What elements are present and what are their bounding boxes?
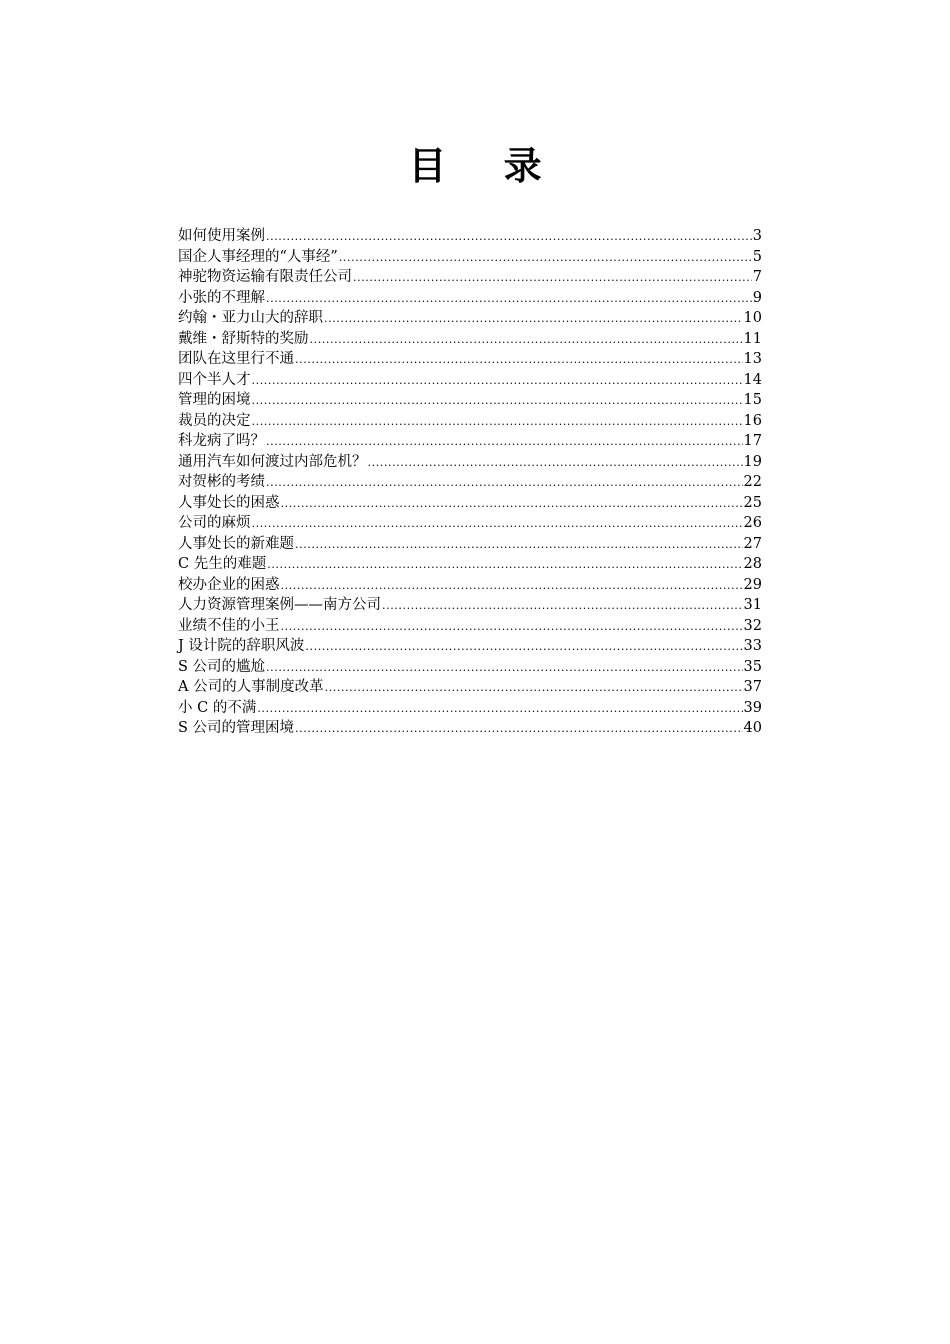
toc-entry-page: 28 [743, 556, 762, 572]
toc-entry[interactable] [178, 493, 762, 514]
toc-entry-page: 29 [743, 576, 762, 593]
toc-entry-label: S 公司的尴尬 [178, 658, 266, 675]
toc-entry[interactable] [178, 267, 762, 288]
toc-entry[interactable] [178, 349, 762, 370]
toc-entry[interactable] [178, 431, 762, 452]
toc-entry[interactable] [178, 575, 762, 596]
toc-entry[interactable] [178, 698, 762, 719]
toc-list [178, 226, 762, 739]
toc-dot-leader [281, 576, 743, 597]
toc-dot-leader [382, 596, 743, 617]
toc-entry-page: 11 [743, 330, 762, 347]
toc-entry-label: 对贺彬的考绩 [178, 474, 265, 490]
toc-entry-label: 通用汽车如何渡过内部危机？ [178, 453, 367, 470]
toc-entry[interactable] [178, 247, 762, 268]
toc-entry-page: 25 [743, 494, 762, 511]
toc-dot-leader [295, 719, 743, 740]
toc-entry-page: 31 [743, 597, 762, 613]
toc-entry-page: 35 [743, 658, 762, 675]
toc-entry[interactable] [178, 718, 762, 739]
toc-entry-label: 戴维・舒斯特的奖励 [178, 330, 309, 347]
toc-dot-leader [252, 514, 743, 535]
toc-entry-label: 人事处长的困惑 [178, 494, 280, 511]
toc-entry-label: 小张的不理解 [178, 289, 265, 306]
toc-entry-label: 人事处长的新难题 [178, 535, 294, 552]
toc-dot-leader [295, 535, 743, 556]
toc-entry[interactable] [178, 329, 762, 350]
toc-dot-leader [252, 391, 743, 412]
toc-entry-page: 10 [743, 310, 762, 326]
toc-entry-label: 团队在这里行不通 [178, 351, 294, 367]
toc-entry[interactable] [178, 677, 762, 698]
toc-entry-label: 管理的困境 [178, 392, 251, 408]
toc-entry-label: A 公司的人事制度改革 [178, 679, 324, 695]
toc-entry-page: 40 [743, 720, 762, 736]
toc-dot-leader [252, 412, 743, 433]
toc-entry-label: 裁员的决定 [178, 412, 251, 429]
toc-dot-leader [266, 473, 743, 494]
toc-dot-leader [295, 350, 743, 371]
toc-dot-leader [368, 453, 743, 474]
toc-entry-label: 校办企业的困惑 [178, 576, 280, 593]
toc-entry[interactable] [178, 554, 762, 575]
toc-entry-page: 26 [743, 515, 762, 531]
toc-entry-page: 5 [752, 248, 762, 265]
toc-entry[interactable] [178, 595, 762, 616]
toc-dot-leader [281, 617, 743, 638]
toc-dot-leader [339, 248, 752, 269]
toc-entry-label: J 设计院的辞职风波 [178, 638, 305, 654]
toc-entry[interactable] [178, 390, 762, 411]
toc-entry-page: 7 [752, 269, 762, 285]
toc-dot-leader [310, 330, 743, 351]
toc-entry-label: 国企人事经理的“人事经” [178, 248, 338, 265]
toc-entry[interactable] [178, 636, 762, 657]
toc-dot-leader [353, 268, 752, 289]
toc-entry-label: 公司的麻烦 [178, 515, 251, 531]
toc-entry-label: 人力资源管理案例——南方公司 [178, 597, 381, 613]
toc-dot-leader [267, 555, 742, 576]
toc-entry-page: 32 [743, 617, 762, 634]
toc-dot-leader [266, 658, 743, 679]
toc-entry[interactable] [178, 472, 762, 493]
toc-dot-leader [266, 432, 743, 453]
toc-entry[interactable] [178, 308, 762, 329]
toc-entry-page: 37 [743, 679, 762, 695]
toc-entry-label: 约翰・亚力山大的辞职 [178, 310, 323, 326]
toc-entry[interactable] [178, 226, 762, 247]
toc-entry-label: C 先生的难题 [178, 556, 267, 572]
toc-entry-label: 业绩不佳的小王 [178, 617, 280, 634]
toc-entry[interactable] [178, 534, 762, 555]
toc-title: 目 录 [408, 144, 564, 189]
toc-entry[interactable] [178, 411, 762, 432]
toc-dot-leader [252, 371, 743, 392]
toc-entry-label: 科龙病了吗？ [178, 433, 265, 449]
toc-dot-leader [281, 494, 743, 515]
toc-dot-leader [266, 227, 752, 248]
toc-entry-page: 27 [743, 535, 762, 552]
toc-entry-page: 16 [743, 412, 762, 429]
toc-entry-page: 14 [743, 371, 762, 388]
toc-entry-page: 19 [743, 453, 762, 470]
toc-entry-label: 神驼物资运输有限责任公司 [178, 269, 352, 285]
toc-dot-leader [266, 289, 752, 310]
toc-entry[interactable] [178, 288, 762, 309]
toc-entry[interactable] [178, 616, 762, 637]
toc-entry-page: 13 [743, 351, 762, 367]
toc-entry-label: 如何使用案例 [178, 228, 265, 244]
toc-entry-page: 3 [752, 228, 762, 244]
toc-dot-leader [325, 678, 743, 699]
toc-dot-leader [324, 309, 743, 330]
toc-entry[interactable] [178, 657, 762, 678]
toc-entry-page: 17 [743, 433, 762, 449]
toc-entry-page: 22 [743, 474, 762, 490]
toc-entry-page: 9 [752, 289, 762, 306]
toc-entry-page: 33 [743, 638, 762, 654]
toc-dot-leader [257, 699, 742, 720]
toc-entry[interactable] [178, 513, 762, 534]
toc-entry-label: 小 C 的不满 [178, 699, 257, 716]
toc-entry-label: S 公司的管理困境 [178, 720, 295, 736]
toc-entry-page: 15 [743, 392, 762, 408]
toc-entry[interactable] [178, 370, 762, 391]
toc-dot-leader [305, 637, 742, 658]
toc-entry-label: 四个半人才 [178, 371, 251, 388]
toc-entry[interactable] [178, 452, 762, 473]
toc-entry-page: 39 [743, 699, 762, 716]
